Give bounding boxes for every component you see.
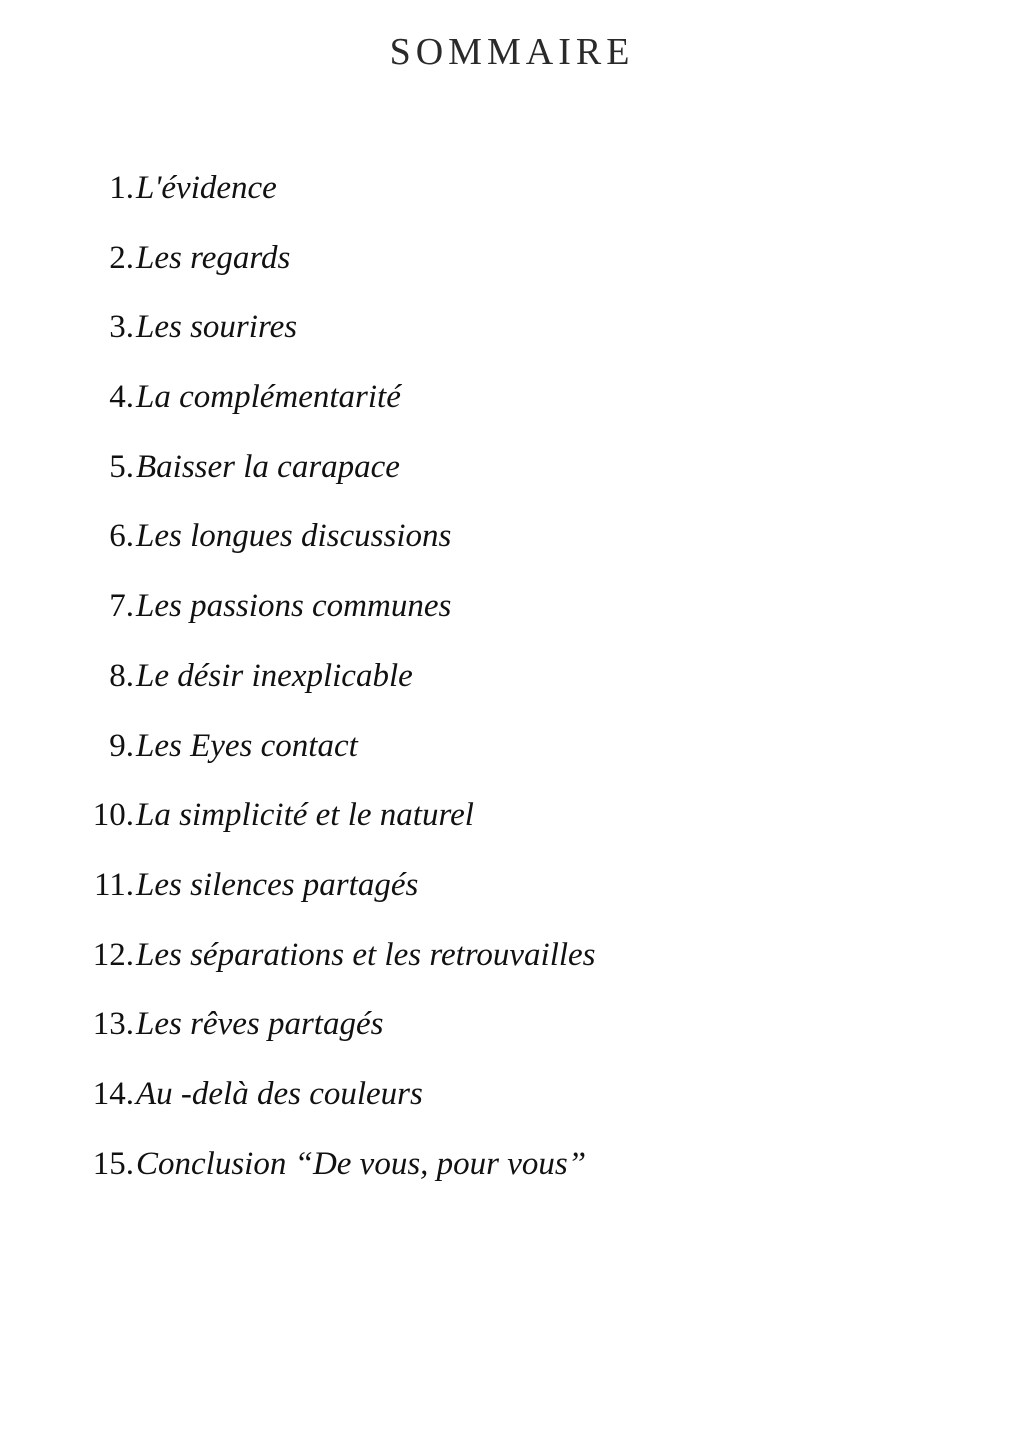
toc-item-label: Au -delà des couleurs bbox=[136, 1075, 423, 1112]
toc-item-number: 13. bbox=[92, 1006, 134, 1043]
toc-item-2 bbox=[0, 235, 1024, 305]
toc-item-1 bbox=[0, 165, 1024, 235]
toc-item-label: Les Eyes contact bbox=[136, 727, 358, 764]
page-title: SOMMAIRE bbox=[389, 31, 635, 73]
toc-item-number: 5. bbox=[109, 448, 134, 485]
toc-item-label: Les passions communes bbox=[136, 588, 452, 625]
toc-item-number: 14. bbox=[92, 1075, 134, 1112]
toc-item-number: 4. bbox=[109, 379, 134, 416]
toc-item-label: L'évidence bbox=[136, 170, 277, 206]
toc-item-12 bbox=[0, 932, 1024, 1002]
toc-item-number: 12. bbox=[92, 936, 134, 973]
toc-item-number: 3. bbox=[109, 309, 134, 346]
toc-item-number: 15. bbox=[92, 1145, 134, 1182]
toc-item-label: Les séparations et les retrouvailles bbox=[136, 936, 596, 973]
table-of-contents bbox=[0, 165, 1024, 1210]
toc-item-number: 1. bbox=[109, 170, 134, 206]
toc-item-15 bbox=[0, 1141, 1024, 1211]
toc-item-label: Les rêves partagés bbox=[136, 1006, 384, 1043]
toc-item-label: Les sourires bbox=[136, 309, 298, 346]
toc-item-number: 10. bbox=[92, 797, 134, 834]
toc-item-label: Les silences partagés bbox=[136, 866, 419, 903]
toc-item-6 bbox=[0, 513, 1024, 583]
toc-item-3 bbox=[0, 304, 1024, 374]
toc-item-label: Les regards bbox=[136, 239, 291, 276]
toc-item-13 bbox=[0, 1001, 1024, 1071]
toc-item-5 bbox=[0, 444, 1024, 514]
toc-item-number: 8. bbox=[109, 657, 134, 694]
toc-item-9 bbox=[0, 723, 1024, 793]
toc-item-label: Conclusion “De vous, pour vous” bbox=[136, 1145, 587, 1182]
toc-item-label: La complémentarité bbox=[136, 379, 401, 416]
toc-item-7 bbox=[0, 583, 1024, 653]
toc-item-label: Les longues discussions bbox=[136, 518, 452, 555]
toc-item-number: 9. bbox=[109, 727, 134, 764]
toc-item-label: La simplicité et le naturel bbox=[136, 797, 474, 834]
toc-item-label: Le désir inexplicable bbox=[136, 657, 413, 694]
toc-item-label: Baisser la carapace bbox=[136, 448, 400, 485]
toc-item-8 bbox=[0, 653, 1024, 723]
toc-item-10 bbox=[0, 792, 1024, 862]
toc-item-14 bbox=[0, 1071, 1024, 1141]
toc-item-11 bbox=[0, 862, 1024, 932]
toc-item-4 bbox=[0, 374, 1024, 444]
toc-item-number: 7. bbox=[109, 588, 134, 625]
toc-item-number: 11. bbox=[93, 866, 134, 903]
toc-item-number: 6. bbox=[109, 518, 134, 555]
toc-item-number: 2. bbox=[109, 239, 134, 276]
